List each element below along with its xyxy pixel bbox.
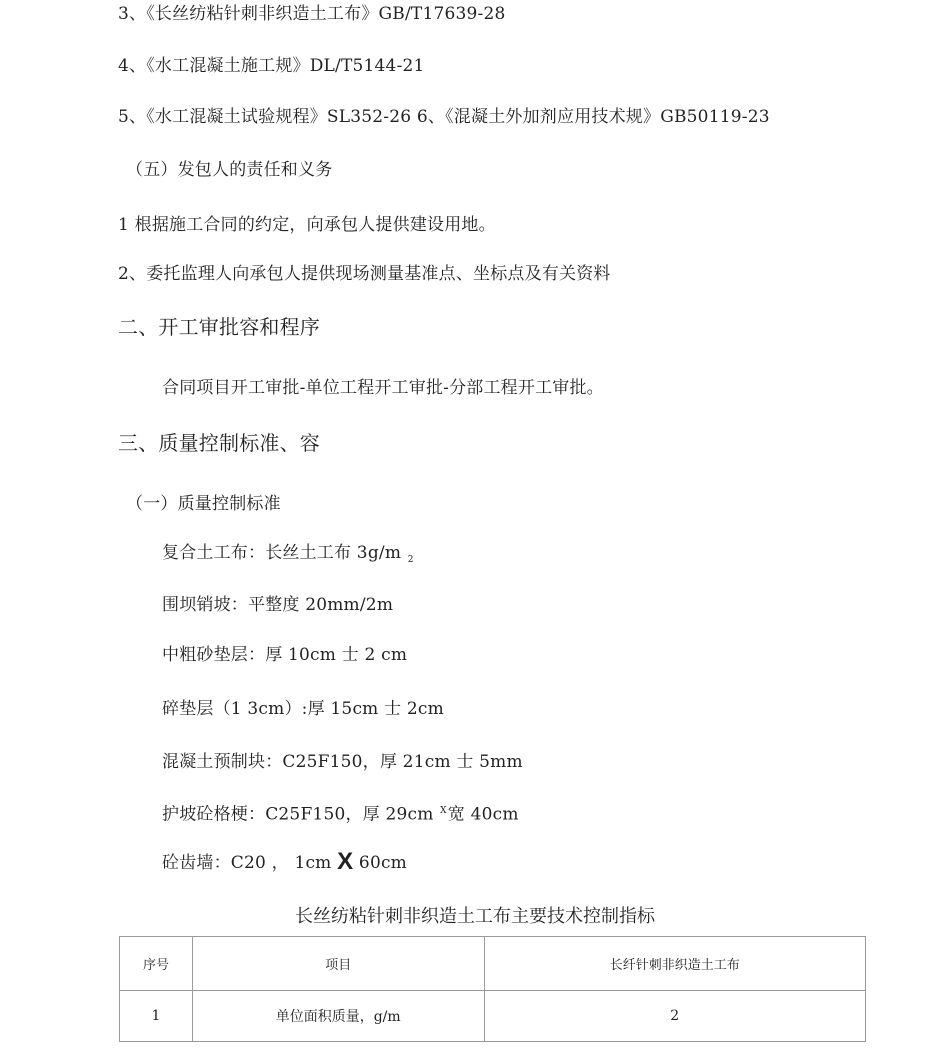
spec-slope-grid-beam-text: 护坡砼格梗：C25F150，厚 29cm	[162, 804, 440, 825]
spec-toe-wall-text: 砼齿墙：C20 ， 1cm	[162, 853, 338, 873]
spec-slope-grid-beam	[162, 800, 519, 826]
standard-item-4: 4、《水工混凝土施工规》DL/T5144-21	[118, 56, 425, 76]
table-caption: 长丝纺粘针刺非织造土工布主要技术控制指标	[295, 906, 655, 927]
header-filament-geotextile: 长纤针刺非织造土工布	[484, 937, 865, 991]
duty-item-2: 2、委托监理人向承包人提供现场测量基准点、坐标点及有关资料	[118, 264, 611, 284]
section-heading-employer-duties: （五）发包人的责任和义务	[126, 160, 333, 180]
spec-toe-wall-size: 60cm	[353, 853, 408, 873]
table-row	[120, 991, 866, 1042]
standard-item-3: 3、《长丝纺粘针刺非织造土工布》GB/T17639-28	[118, 4, 506, 24]
spec-sand-cushion: 中粗砂垫层：厚 10cm 士 2 cm	[162, 645, 408, 665]
spec-geotextile-text: 复合土工布：长丝土工布 3g/m	[162, 543, 402, 563]
spec-slope-grid-beam-x: X	[440, 806, 447, 816]
spec-slope-grid-beam-width: 宽 40cm	[447, 804, 519, 825]
cell-item: 单位面积质量，g/m	[192, 991, 484, 1042]
header-serial-no: 序号	[120, 937, 193, 991]
spec-toe-wall	[162, 848, 408, 875]
spec-cofferdam-slope: 围坝销坡：平整度 20mm/2m	[162, 595, 394, 615]
heading-start-approval: 二、开工审批容和程序	[118, 315, 320, 339]
spec-gravel-cushion: 碎垫层（1 3cm）:厚 15cm 士 2cm	[162, 699, 444, 719]
spec-geotextile	[162, 542, 415, 571]
header-item: 项目	[192, 937, 484, 991]
subheading-quality-standard: （一）质量控制标准	[126, 494, 281, 514]
cell-value: 2	[484, 991, 865, 1042]
table-header-row	[120, 937, 866, 991]
technical-spec-table	[119, 936, 866, 1042]
heading-quality-control: 三、质量控制标准、容	[118, 431, 320, 455]
spec-geotextile-subscript: 2	[407, 555, 414, 565]
spec-precast-block: 混凝土预制块：C25F150，厚 21cm 士 5mm	[162, 752, 523, 772]
standard-item-5-6: 5、《水工混凝土试验规程》SL352-26 6、《混凝土外加剂应用技术规》GB50119-23	[118, 107, 770, 127]
duty-item-1: 1 根据施工合同的约定，向承包人提供建设用地。	[118, 215, 496, 235]
cell-serial-no: 1	[120, 991, 193, 1042]
approval-procedure-text: 合同项目开工审批-单位工程开工审批-分部工程开工审批。	[162, 378, 604, 398]
spec-toe-wall-x: X	[337, 848, 354, 875]
